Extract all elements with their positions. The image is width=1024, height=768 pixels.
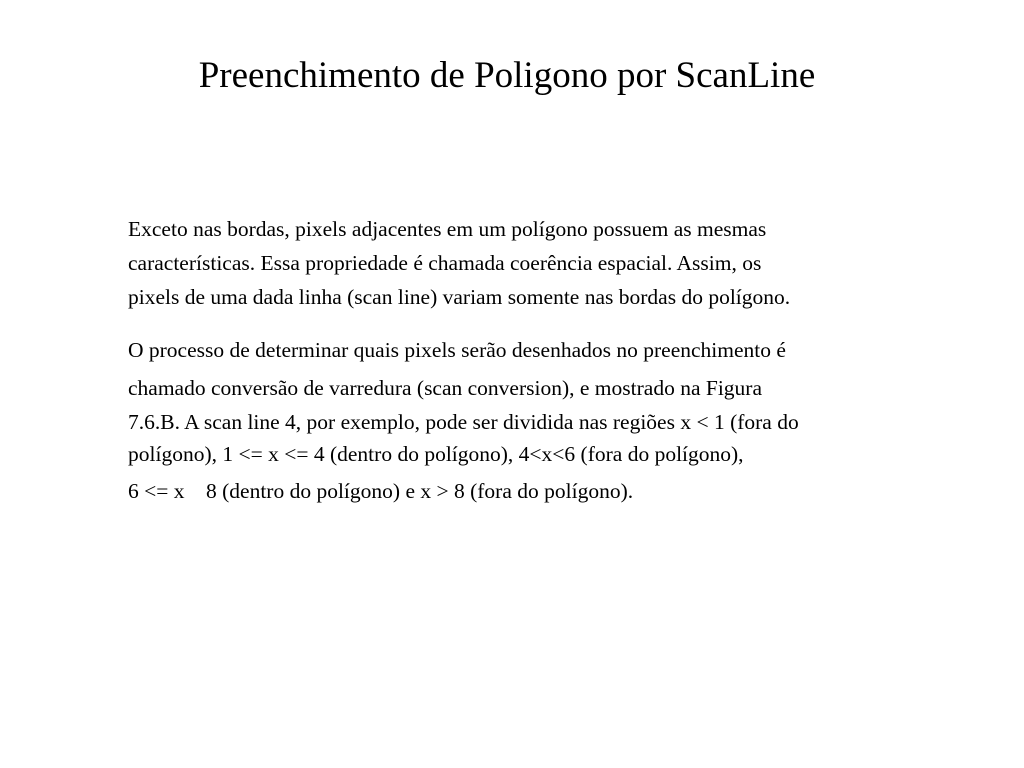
text-line: 7.6.B. A scan line 4, por exemplo, pode ser dividida nas regiões x < 1 (fora do bbox=[128, 410, 799, 434]
text-line: 6 <= x 8 (dentro do polígono) e x > 8 (fora do polígono). bbox=[128, 479, 634, 503]
text-line: polígono), 1 <= x <= 4 (dentro do polígono), 4<x<6 (fora do polígono), bbox=[128, 442, 744, 466]
text-line: chamado conversão de varredura (scan conversion), e mostrado na Figura bbox=[128, 376, 762, 400]
text-line: Exceto nas bordas, pixels adjacentes em um polígono possuem as mesmas bbox=[128, 217, 767, 241]
slide-title: Preenchimento de Poligono por ScanLine bbox=[198, 55, 816, 96]
text-line: pixels de uma dada linha (scan line) variam somente nas bordas do polígono. bbox=[128, 285, 791, 309]
text-line: O processo de determinar quais pixels serão desenhados no preenchimento é bbox=[128, 338, 786, 362]
paragraph-scan-conversion bbox=[128, 332, 958, 509]
slide-body bbox=[128, 212, 958, 509]
text-line: características. Essa propriedade é chamada coerência espacial. Assim, os bbox=[128, 251, 762, 275]
paragraph-spatial-coherence bbox=[128, 212, 958, 314]
